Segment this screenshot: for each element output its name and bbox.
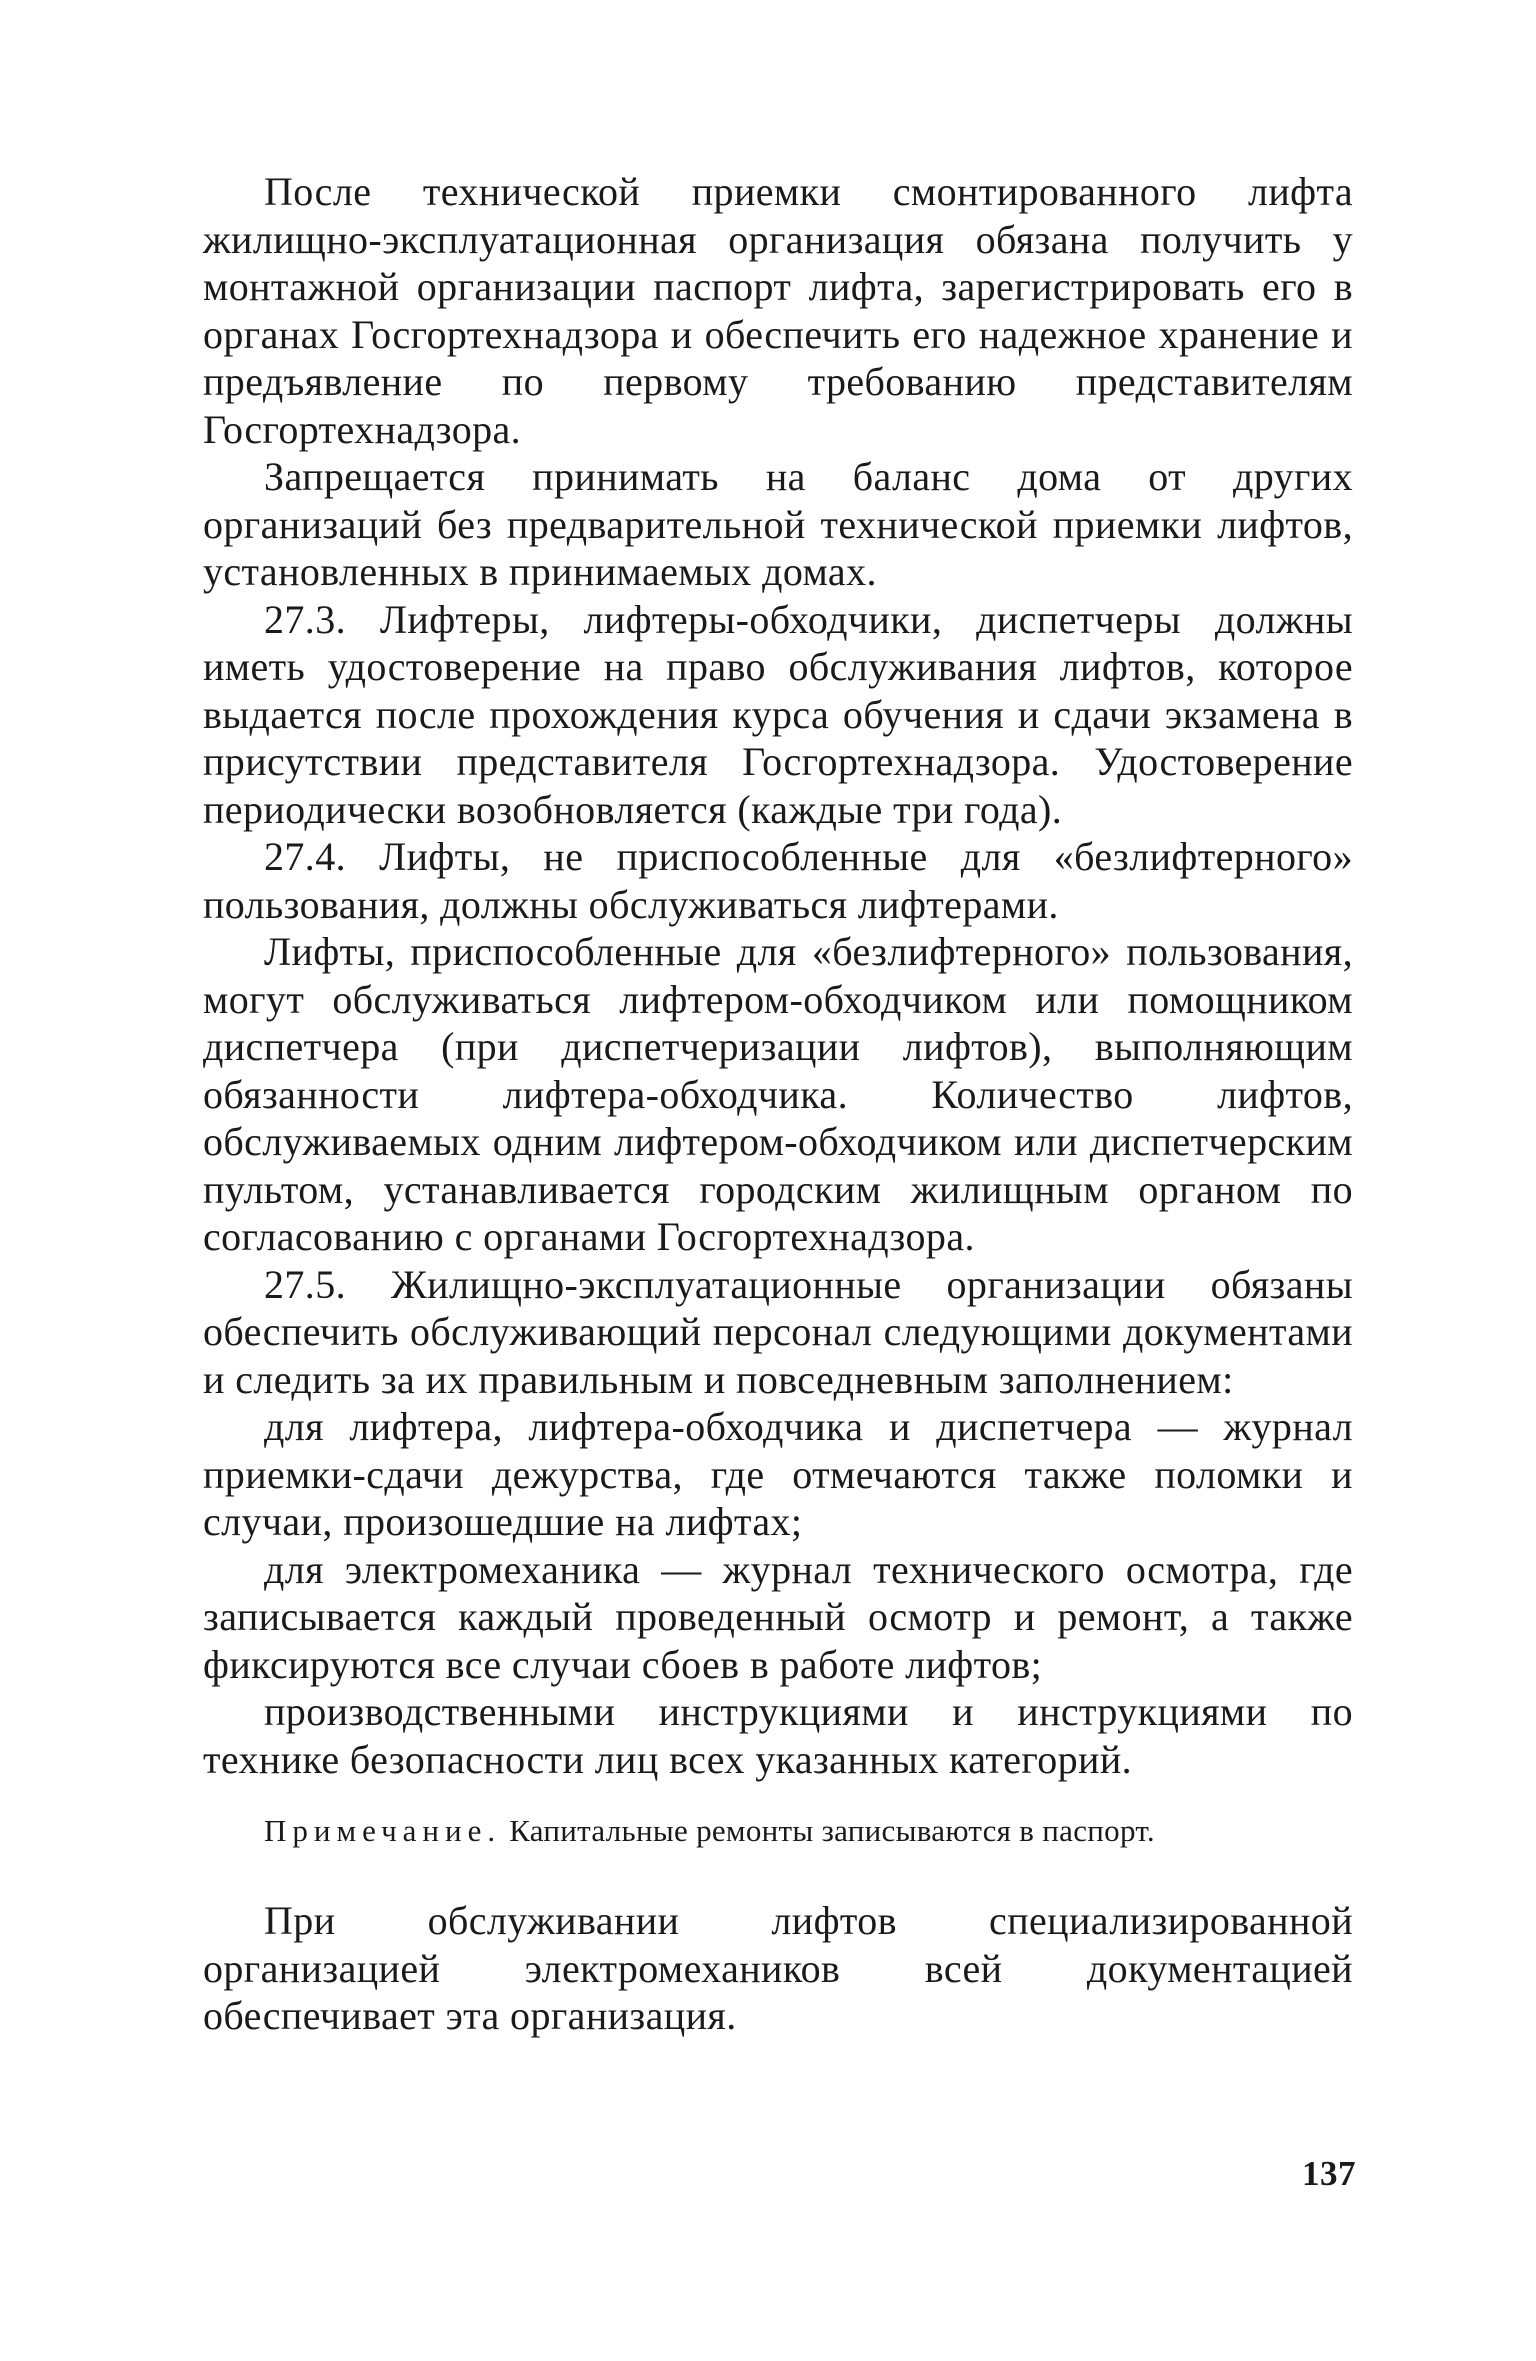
page-number: 137 xyxy=(1302,2154,1356,2193)
note-label: Примечание. xyxy=(264,1813,502,1848)
list-item-electromechanic-journal: для электромеханика — журнал технического осмотра, где записывается каждый проведенный осмотр и ремонт, а также фиксируются все случаи сбоев в работе лифтов; xyxy=(203,1546,1353,1687)
paragraph-27-5: 27.5. Жилищно-эксплуатационные организации обязаны обеспечить обслуживающий персонал следующими документами и следить за их правильным и повседневным заполнением: xyxy=(203,1261,1353,1402)
list-item-lifter-journal: для лифтера, лифтера-обходчика и диспетчера — журнал приемки-сдачи дежурства, где отмечаются также поломки и случаи, произошедшие на лифтах; xyxy=(203,1404,1353,1544)
note-text: Капитальные ремонты записываются в паспорт. xyxy=(509,1813,1155,1848)
list-item-instructions: производственными инструкциями и инструкциями по технике безопасности лиц всех указанных категорий. xyxy=(203,1689,1353,1782)
paragraph-liftless-use: Лифты, приспособленные для «безлифтерного» пользования, могут обслуживаться лифтером-обходчиком или помощником диспетчера (при диспетчеризации лифтов), выполняющим обязанности лифтера-обходчика. Количество лифтов, обслуживаемых одним лифтером-обходчиком или диспетчерским пультом, устанавливается городским жилищным органом по согласованию с органами Госгортехнадзора. xyxy=(203,929,1353,1259)
note xyxy=(203,1811,1353,1851)
paragraph-specialized-organization: При обслуживании лифтов специализированной организацией электромехаников всей документацией обеспечивает эта организация. xyxy=(203,1898,1353,2038)
paragraph-27-4: 27.4. Лифты, не приспособленные для «безлифтерного» пользования, должны обслуживаться лифтерами. xyxy=(203,834,1353,927)
body-text xyxy=(203,168,1353,2040)
paragraph-balance-prohibition: Запрещается принимать на баланс дома от других организаций без предварительной технической приемки лифтов, установленных в принимаемых домах. xyxy=(203,454,1353,594)
paragraph-27-3: 27.3. Лифтеры, лифтеры-обходчики, диспетчеры должны иметь удостоверение на право обслуживания лифтов, которое выдается после прохождения курса обучения и сдачи экзамена в присутствии представителя Госгортехнадзора. Удостоверение периодически возобновляется (каждые три года). xyxy=(203,596,1353,832)
paragraph-passport-registration: После технической приемки смонтированного лифта жилищно-эксплуатационная организация обязана получить у монтажной организации паспорт лифта, зарегистрировать его в органах Госгортехнадзора и обеспечить его надежное хранение и предъявление по первому требованию представителям Госгортехнадзора. xyxy=(203,169,1353,452)
